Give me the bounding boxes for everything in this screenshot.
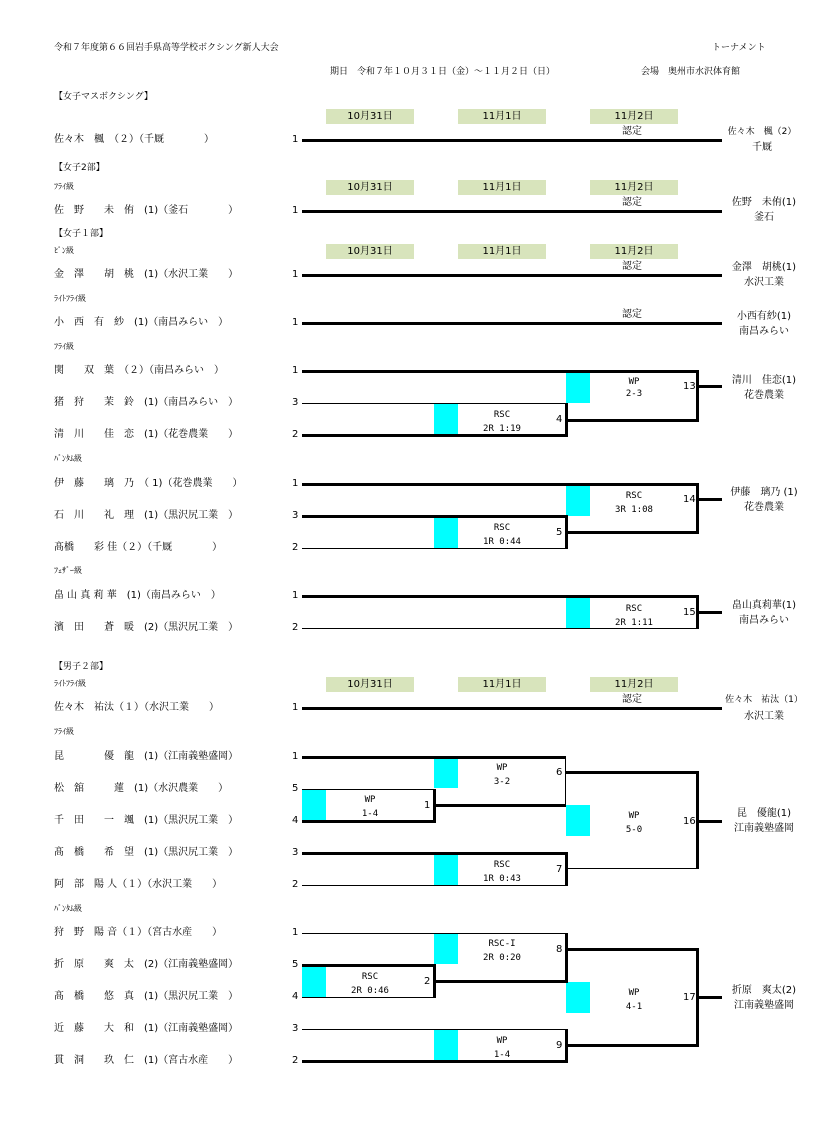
player-seed: 2 — [292, 622, 299, 633]
player-name: 貫 洞 玖 仁 (1)（宮古水産 ） — [54, 1055, 239, 1066]
bracket-line — [302, 933, 566, 934]
player-name: 濱 田 蒼 暖 (2)（黒沢尻工業 ） — [54, 622, 239, 633]
winner-school: 水沢工業 — [744, 277, 784, 288]
bracket-line — [696, 820, 722, 823]
date-header: 11月1日 — [458, 244, 546, 259]
player-name: 佐々木 楓 （２）（千厩 ） — [54, 134, 214, 145]
bout-result: WP 5-0 — [625, 811, 643, 835]
corner-box — [302, 789, 326, 820]
bout-result: RSC 1R 0:44 — [483, 523, 521, 547]
player-seed: 4 — [292, 815, 299, 826]
player-seed: 2 — [292, 1055, 299, 1066]
bout-number: 2 — [424, 976, 431, 987]
nintei-label: 認定 — [622, 197, 642, 208]
bout-result: RSC 1R 0:43 — [483, 860, 521, 884]
bracket-line — [302, 322, 722, 325]
player-seed: 1 — [292, 205, 299, 216]
class-label: ﾗｲﾄﾌﾗｲ級 — [54, 679, 86, 688]
bout-result: RSC 2R 1:11 — [615, 604, 653, 628]
nintei-label: 認定 — [622, 126, 642, 137]
event-venue: 会場 奥州市水沢体育館 — [641, 67, 741, 77]
bracket-line — [565, 1044, 698, 1047]
corner-box — [434, 517, 458, 548]
date-header: 11月1日 — [458, 109, 546, 124]
player-seed: 3 — [292, 397, 299, 408]
player-name: 畠 山 真 莉 華 (1)（南昌みらい ） — [54, 590, 221, 601]
event-title: 令和７年度第６６回岩手県高等学校ボクシング新人大会 — [54, 43, 279, 53]
winner-school: 江南義塾盛岡 — [734, 1000, 794, 1011]
bout-result: RSC 3R 1:08 — [615, 491, 653, 515]
corner-box — [566, 982, 590, 1013]
winner-name: 清川 佳恋(1) — [731, 375, 797, 386]
bout-result: WP 1-4 — [361, 795, 379, 819]
bracket-line — [302, 964, 434, 967]
bracket-line — [696, 370, 699, 422]
bracket-line — [696, 483, 699, 534]
player-name: 髙橋 彩 佳（２）（千厩 ） — [54, 542, 223, 553]
player-name: 折 原 爽 太 (2)（江南義塾盛岡） — [54, 959, 239, 970]
winner-name: 小西有紗(1) — [736, 311, 792, 322]
player-seed: 4 — [292, 991, 299, 1002]
bout-number: 4 — [556, 414, 563, 425]
corner-box — [434, 757, 458, 788]
date-header: 10月31日 — [326, 677, 414, 692]
bracket-type: トーナメント — [712, 43, 766, 53]
winner-school: 花巻農業 — [744, 502, 784, 513]
corner-box — [566, 372, 590, 403]
bracket-line — [696, 498, 722, 501]
class-label: ﾗｲﾄﾌﾗｲ級 — [54, 294, 86, 303]
player-seed: 5 — [292, 959, 299, 970]
bracket-line — [433, 804, 566, 807]
bout-result: WP 4-1 — [625, 988, 643, 1012]
class-label: ﾌﾗｲ級 — [54, 727, 74, 736]
bracket-line — [565, 933, 568, 983]
date-header: 10月31日 — [326, 244, 414, 259]
bracket-line — [565, 771, 698, 774]
bracket-line — [302, 852, 566, 855]
bracket-line — [565, 852, 568, 886]
player-name: 小 西 有 紗 (1)（南昌みらい ） — [54, 317, 229, 328]
player-name: 猪 狩 茉 鈴 (1)（南昌みらい ） — [54, 397, 239, 408]
player-name: 髙 橋 希 望 (1)（黒沢尻工業 ） — [54, 847, 239, 858]
player-name: 狩 野 陽 音（１）（宮古水産 ） — [54, 927, 223, 938]
bracket-line — [302, 483, 698, 486]
player-seed: 1 — [292, 590, 299, 601]
bout-number: 8 — [556, 944, 563, 955]
player-name: 清 川 佳 恋 (1)（花巻農業 ） — [54, 429, 239, 440]
player-seed: 1 — [292, 365, 299, 376]
player-seed: 2 — [292, 429, 299, 440]
bracket-line — [302, 370, 698, 373]
winner-name: 佐々木 楓（2） — [727, 127, 797, 137]
bout-number: 16 — [683, 816, 696, 827]
bracket-line — [565, 948, 698, 951]
bout-result: WP 2-3 — [625, 377, 643, 399]
date-header: 11月2日 — [590, 677, 678, 692]
bracket-line — [302, 210, 722, 213]
player-seed: 1 — [292, 317, 299, 328]
bracket-line — [696, 385, 722, 388]
winner-name: 折原 爽太(2) — [731, 985, 797, 996]
player-seed: 2 — [292, 542, 299, 553]
corner-box — [566, 805, 590, 836]
player-name: 近 藤 大 和 (1)（江南義塾盛岡） — [54, 1023, 239, 1034]
nintei-label: 認定 — [622, 261, 642, 272]
winner-school: 花巻農業 — [744, 390, 784, 401]
corner-box — [566, 597, 590, 628]
player-seed: 1 — [292, 751, 299, 762]
player-name: 千 田 一 颯 (1)（黒沢尻工業 ） — [54, 815, 239, 826]
winner-school: 南昌みらい — [739, 326, 789, 337]
bracket-line — [302, 707, 722, 710]
section-women2: 【女子2部】 — [54, 163, 105, 173]
player-seed: 5 — [292, 783, 299, 794]
date-header: 10月31日 — [326, 180, 414, 195]
bracket-line — [302, 515, 566, 518]
bout-number: 14 — [683, 494, 696, 505]
corner-box — [566, 485, 590, 516]
section-women-mass: 【女子マスボクシング】 — [54, 92, 153, 102]
class-label: ﾌﾗｲ級 — [54, 182, 74, 191]
corner-box — [434, 1030, 458, 1061]
player-name: 佐 野 未 侑 (1)（釜石 ） — [54, 205, 239, 216]
date-header: 11月1日 — [458, 677, 546, 692]
bracket-line — [302, 595, 698, 598]
bout-result: WP 3-2 — [493, 763, 511, 787]
player-seed: 3 — [292, 847, 299, 858]
winner-school: 釜石 — [754, 212, 774, 223]
bout-number: 6 — [556, 767, 563, 778]
date-header: 10月31日 — [326, 109, 414, 124]
bracket-line — [433, 980, 566, 983]
bracket-line — [696, 996, 722, 999]
bout-number: 5 — [556, 527, 563, 538]
corner-box — [434, 854, 458, 885]
winner-name: 佐野 未侑(1) — [731, 197, 797, 208]
winner-name: 伊藤 璃乃 (1) — [730, 487, 798, 498]
player-seed: 2 — [292, 879, 299, 890]
bracket-line — [565, 756, 566, 807]
winner-school: 水沢工業 — [744, 711, 784, 722]
player-seed: 1 — [292, 269, 299, 280]
bracket-line — [302, 756, 566, 759]
section-men2: 【男子２部】 — [54, 662, 109, 672]
player-seed: 1 — [292, 478, 299, 489]
bracket-line — [302, 139, 722, 142]
bout-number: 13 — [683, 381, 696, 392]
class-label: ﾊﾞﾝﾀﾑ級 — [54, 454, 82, 463]
event-period: 期日 令和７年１０月３１日（金）～１１月２日（日） — [330, 67, 556, 77]
section-women1: 【女子１部】 — [54, 229, 109, 239]
player-name: 石 川 礼 理 (1)（黒沢尻工業 ） — [54, 510, 239, 521]
bout-result: WP 1-4 — [493, 1036, 511, 1060]
player-name: 昆 優 龍 (1)（江南義塾盛岡） — [54, 751, 239, 762]
date-header: 11月2日 — [590, 109, 678, 124]
date-header: 11月2日 — [590, 244, 678, 259]
winner-name: 金澤 胡桃(1) — [731, 262, 797, 273]
bracket-line — [302, 1029, 566, 1030]
player-name: 金 澤 胡 桃 (1)（水沢工業 ） — [54, 269, 239, 280]
winner-name: 畠山真莉華(1) — [731, 600, 797, 611]
bout-result: RSC-I 2R 0:20 — [483, 939, 521, 963]
bracket-line — [302, 274, 722, 277]
class-label: ﾌｪｻﾞｰ級 — [54, 566, 82, 575]
bout-number: 17 — [683, 992, 696, 1003]
bout-number: 9 — [556, 1040, 563, 1051]
winner-school: 江南義塾盛岡 — [734, 823, 794, 834]
bout-result: RSC 2R 0:46 — [351, 972, 389, 996]
bracket-line — [302, 789, 434, 790]
player-seed: 1 — [292, 702, 299, 713]
winner-school: 南昌みらい — [739, 615, 789, 626]
date-header: 11月2日 — [590, 180, 678, 195]
player-seed: 1 — [292, 134, 299, 145]
bout-number: 7 — [556, 864, 563, 875]
player-name: 関 双 葉 （２）（南昌みらい ） — [54, 365, 224, 376]
winner-name: 佐々木 祐汰（1） — [725, 695, 803, 705]
player-name: 阿 部 陽 人（１）（水沢工業 ） — [54, 879, 223, 890]
player-name: 松 舘 蓮 (1)（水沢農業 ） — [54, 783, 229, 794]
winner-name: 昆 優龍(1) — [736, 808, 792, 819]
class-label: ﾋﾟﾝ級 — [54, 246, 74, 255]
class-label: ﾌﾗｲ級 — [54, 342, 74, 351]
date-header: 11月1日 — [458, 180, 546, 195]
corner-box — [434, 933, 458, 964]
nintei-label: 認定 — [622, 309, 642, 320]
bracket-line — [696, 611, 722, 614]
bracket-line — [565, 531, 698, 534]
player-name: 佐々木 祐汰（１）（水沢工業 ） — [54, 702, 219, 713]
player-name: 伊 藤 璃 乃 （ 1)（花巻農業 ） — [54, 478, 243, 489]
player-name: 髙 橋 悠 真 (1)（黒沢尻工業 ） — [54, 991, 239, 1002]
corner-box — [302, 966, 326, 997]
player-seed: 3 — [292, 1023, 299, 1034]
player-seed: 1 — [292, 927, 299, 938]
player-seed: 3 — [292, 510, 299, 521]
bout-number: 1 — [424, 800, 431, 811]
winner-school: 千厩 — [752, 142, 772, 153]
bout-number: 15 — [683, 607, 696, 618]
corner-box — [434, 404, 458, 435]
bracket-line — [302, 403, 566, 404]
bout-result: RSC 2R 1:19 — [483, 410, 521, 434]
bracket-line — [565, 419, 698, 422]
class-label: ﾊﾞﾝﾀﾑ級 — [54, 904, 82, 913]
nintei-label: 認定 — [622, 694, 642, 705]
bracket-line — [565, 868, 698, 869]
